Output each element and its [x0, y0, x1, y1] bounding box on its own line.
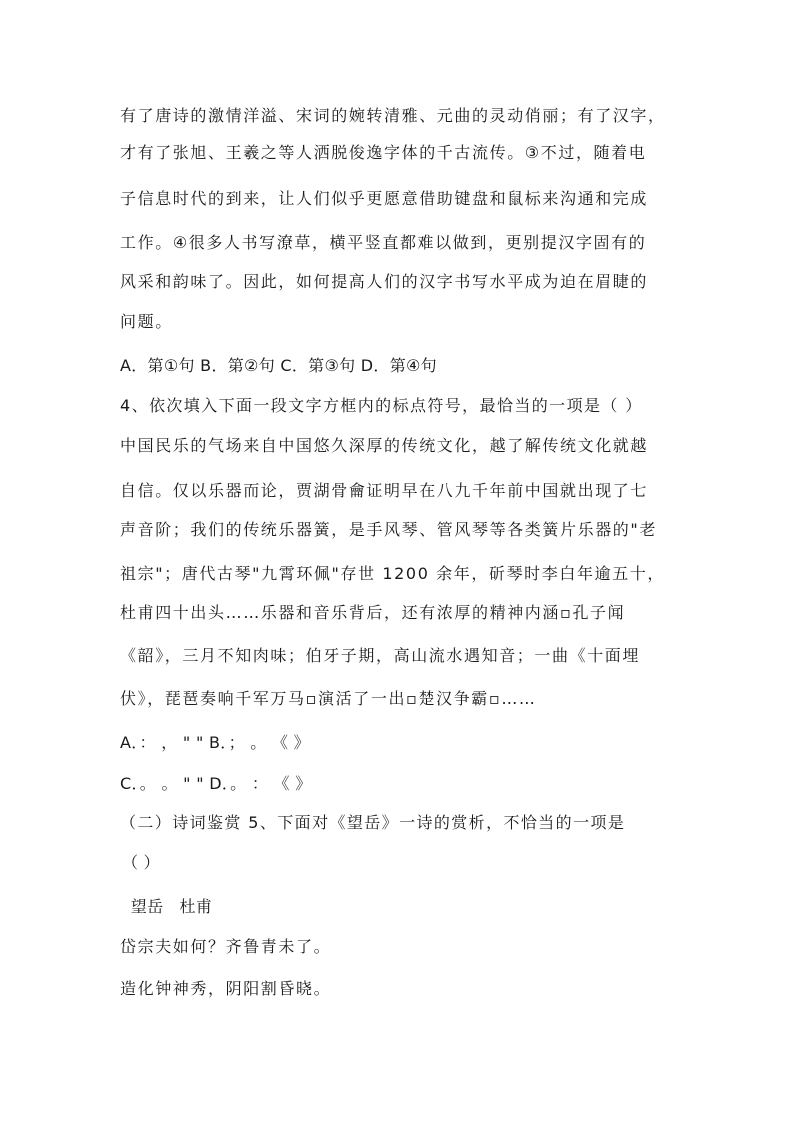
q4-passage-line-3: 声音阶；我们的传统乐器簧，是手风琴、管风琴等各类簧片乐器的"老 [120, 520, 657, 539]
q4-passage-line-6: 《韶》，三月不知肉味；伯牙子期，高山流水遇知音；一曲《十面埋 [120, 646, 641, 665]
passage-line-5: 风采和韵味了。因此，如何提高人们的汉字书写水平成为迫在眉睫的 [120, 272, 649, 291]
q3-options: A．第①句 B．第②句 C．第③句 D．第④句 [120, 356, 437, 375]
q4-passage-line-7: 伏》，琵琶奏响千军万马▫演活了一出▫楚汉争霸▫…… [120, 689, 537, 708]
poem-title: 望岳 杜甫 [120, 897, 213, 916]
q4-passage-line-2: 自信。仅以乐器而论，贾湖骨龠证明早在八九千年前中国就出现了七 [120, 481, 649, 500]
section2-heading: （二）诗词鉴赏 5、下面对《望岳》一诗的赏析，不恰当的一项是 [120, 813, 626, 832]
q4-stem: 4、依次填入下面一段文字方框内的标点符号，最恰当的一项是（ ） [120, 396, 643, 415]
q4-passage-line-5: 杜甫四十出头……乐器和音乐背后，还有浓厚的精神内涵▫孔子闻 [120, 603, 626, 622]
passage-line-2: 才有了张旭、王羲之等人洒脱俊逸字体的千古流传。③不过，随着电 [120, 143, 647, 162]
poem-line-2: 造化钟神秀，阴阳割昏晓。 [120, 979, 332, 998]
q4-passage-line-4: 祖宗"；唐代古琴"九霄环佩"存世 1200 余年，斫琴时李白年逾五十， [120, 564, 665, 583]
passage-line-4: 工作。④很多人书写潦草，横平竖直都难以做到，更别提汉字固有的 [120, 233, 647, 252]
q4-options-ab: A．： ， " " B．； 。 《 》 [120, 733, 310, 752]
q4-passage-line-1: 中国民乐的气场来自中国悠久深厚的传统文化，越了解传统文化就越 [120, 436, 649, 455]
poem-line-1: 岱宗夫如何？齐鲁青未了。 [120, 937, 332, 956]
passage-line-6: 问题。 [120, 312, 173, 331]
passage-line-3: 子信息时代的到来，让人们似乎更愿意借助键盘和鼠标来沟通和完成 [120, 189, 649, 208]
section2-paren: （ ） [122, 853, 160, 872]
passage-line-1: 有了唐诗的激情洋溢、宋词的婉转清雅、元曲的灵动俏丽；有了汉字， [120, 106, 666, 125]
q4-options-cd: C．。 。 " " D．。 ： 《 》 [120, 774, 312, 793]
